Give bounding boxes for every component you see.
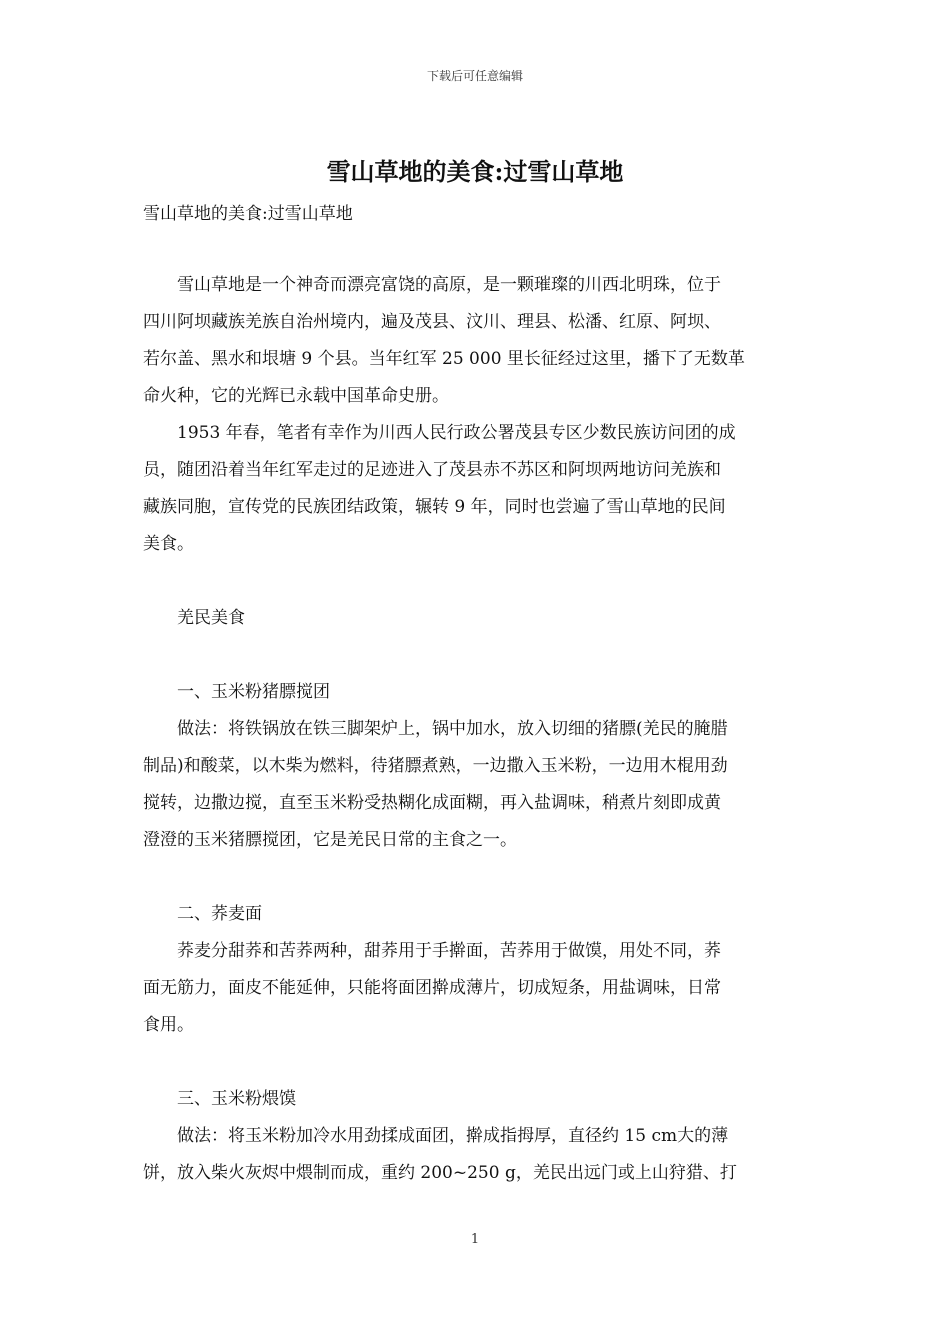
- item-body-1: [143, 711, 808, 859]
- document-title: 雪山草地的美食:过雪山草地: [326, 157, 624, 186]
- page-number: 1: [470, 1232, 480, 1247]
- item-heading-1: 一、玉米粉猪膘搅团: [177, 682, 330, 702]
- paragraph-line: 搅转，边撒边搅，直至玉米粉受热糊化成面糊，再入盐调味，稍煮片刻即成黄: [143, 793, 721, 813]
- document-body: [143, 198, 808, 1192]
- paragraph-1953: [143, 415, 808, 563]
- page-header: 下载后可任意编辑: [426, 69, 523, 83]
- paragraph-line: 制品)和酸菜，以木柴为燃料，待猪膘煮熟，一边撒入玉米粉，一边用木棍用劲: [143, 756, 728, 776]
- item-body-3: [143, 1118, 808, 1192]
- paragraph-line: 雪山草地是一个神奇而漂亮富饶的高原，是一颗璀璨的川西北明珠，位于: [177, 275, 721, 295]
- paragraph-line: 员，随团沿着当年红军走过的足迹进入了茂县赤不苏区和阿坝两地访问羌族和: [143, 460, 721, 480]
- paragraph-intro: [143, 267, 808, 415]
- paragraph-line: 四川阿坝藏族羌族自治州境内，遍及茂县、汶川、理县、松潘、红原、阿坝、: [143, 312, 721, 332]
- paragraph-line: 面无筋力，面皮不能延伸，只能将面团擀成薄片，切成短条，用盐调味，日常: [143, 978, 721, 998]
- paragraph-line: 荞麦分甜荞和苦荞两种，甜荞用于手擀面，苦荞用于做馍，用处不同，荞: [177, 941, 721, 961]
- item-heading-3: 三、玉米粉煨馍: [177, 1089, 296, 1109]
- paragraph-line: 若尔盖、黑水和垠塘 9 个县。当年红军 25 000 里长征经过这里，播下了无数革: [143, 349, 745, 369]
- item-body-2: [143, 933, 808, 1044]
- paragraph-line: 做法：将铁锅放在铁三脚架炉上，锅中加水，放入切细的猪膘(羌民的腌腊: [177, 719, 728, 739]
- blank-line: [143, 563, 808, 600]
- paragraph-line: 食用。: [143, 1015, 194, 1035]
- blank-line: [143, 230, 808, 267]
- section-heading: 羌民美食: [177, 608, 245, 628]
- blank-line: [143, 859, 808, 896]
- paragraph-line: 美食。: [143, 534, 194, 554]
- blank-line: [143, 1044, 808, 1081]
- blank-line: [143, 637, 808, 674]
- paragraph-line: 命火种，它的光辉已永载中国革命史册。: [143, 386, 449, 406]
- document-subtitle: 雪山草地的美食:过雪山草地: [143, 204, 353, 224]
- paragraph-line: 澄澄的玉米猪膘搅团，它是羌民日常的主食之一。: [143, 830, 517, 850]
- paragraph-line: 藏族同胞，宣传党的民族团结政策，辗转 9 年，同时也尝遍了雪山草地的民间: [143, 497, 726, 517]
- item-heading-2: 二、荞麦面: [177, 904, 262, 924]
- paragraph-line: 饼，放入柴火灰烬中煨制而成，重约 200~250 g，羌民出远门或上山狩猎、打: [143, 1163, 737, 1183]
- paragraph-line: 1953 年春，笔者有幸作为川西人民行政公署茂县专区少数民族访问团的成: [177, 423, 736, 443]
- paragraph-line: 做法：将玉米粉加冷水用劲揉成面团，擀成指拇厚，直径约 15 cm大的薄: [177, 1126, 729, 1146]
